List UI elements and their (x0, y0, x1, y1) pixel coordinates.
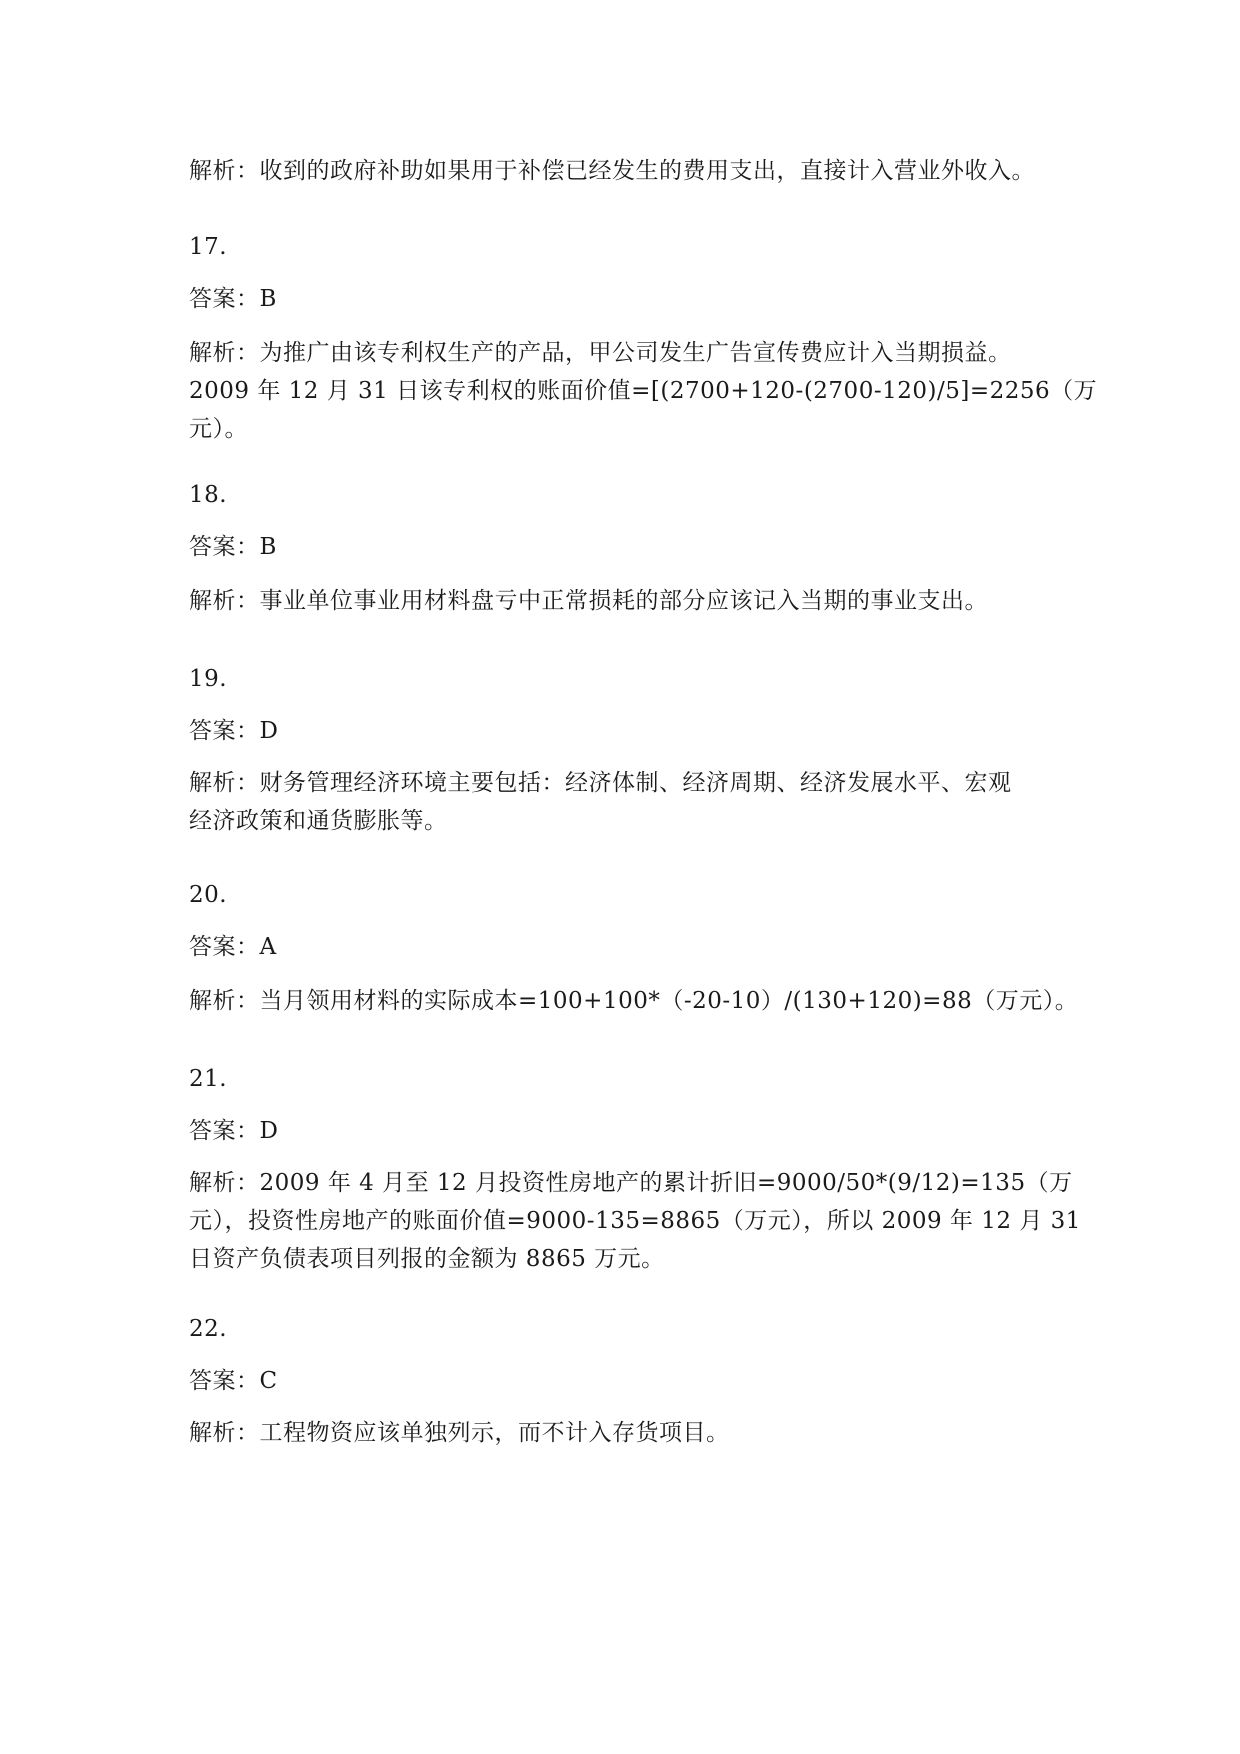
analysis-19-line-1: 解析：财务管理经济环境主要包括：经济体制、经济周期、经济发展水平、宏观 (189, 770, 1012, 796)
analysis-17-line-3: 元）。 (189, 416, 248, 442)
analysis-17-line-1: 解析：为推广由该专利权生产的产品，甲公司发生广告宣传费应计入当期损益。 (189, 340, 1012, 366)
answer-22: 答案：C (189, 1368, 278, 1394)
analysis-19 (189, 764, 1069, 840)
analysis-17 (189, 334, 1098, 448)
question-number-20: 20. (189, 882, 228, 908)
analysis-18: 解析：事业单位事业用材料盘亏中正常损耗的部分应该记入当期的事业支出。 (189, 588, 988, 614)
question-number-19: 19. (189, 666, 228, 692)
question-number-21: 21. (189, 1066, 228, 1092)
analysis-21-line-1: 解析：2009 年 4 月至 12 月投资性房地产的累计折旧=9000/50*(9/12)=135（万 (189, 1170, 1073, 1196)
analysis-20: 解析：当月领用材料的实际成本=100+100*（-20-10）/(130+120)=88（万元）。 (189, 988, 1079, 1014)
answer-21: 答案：D (189, 1118, 279, 1144)
question-number-18: 18. (189, 482, 228, 508)
answer-17: 答案：B (189, 286, 277, 312)
analysis-21-line-2: 元），投资性房地产的账面价值=9000-135=8865（万元），所以 2009 年 12 月 31 (189, 1208, 1081, 1234)
question-number-22: 22. (189, 1316, 228, 1342)
analysis-22: 解析：工程物资应该单独列示，而不计入存货项目。 (189, 1420, 730, 1446)
answer-20: 答案：A (189, 934, 277, 960)
analysis-19-line-2: 经济政策和通货膨胀等。 (189, 808, 448, 834)
analysis-21-line-3: 日资产负债表项目列报的金额为 8865 万元。 (189, 1246, 665, 1272)
analysis-16: 解析：收到的政府补助如果用于补偿已经发生的费用支出，直接计入营业外收入。 (189, 158, 1035, 184)
question-number-17: 17. (189, 234, 228, 260)
analysis-21 (189, 1164, 1081, 1278)
answer-19: 答案：D (189, 718, 279, 744)
answer-18: 答案：B (189, 534, 277, 560)
analysis-17-line-2: 2009 年 12 月 31 日该专利权的账面价值=[(2700+120-(2700-120)/5]=2256（万 (189, 378, 1098, 404)
